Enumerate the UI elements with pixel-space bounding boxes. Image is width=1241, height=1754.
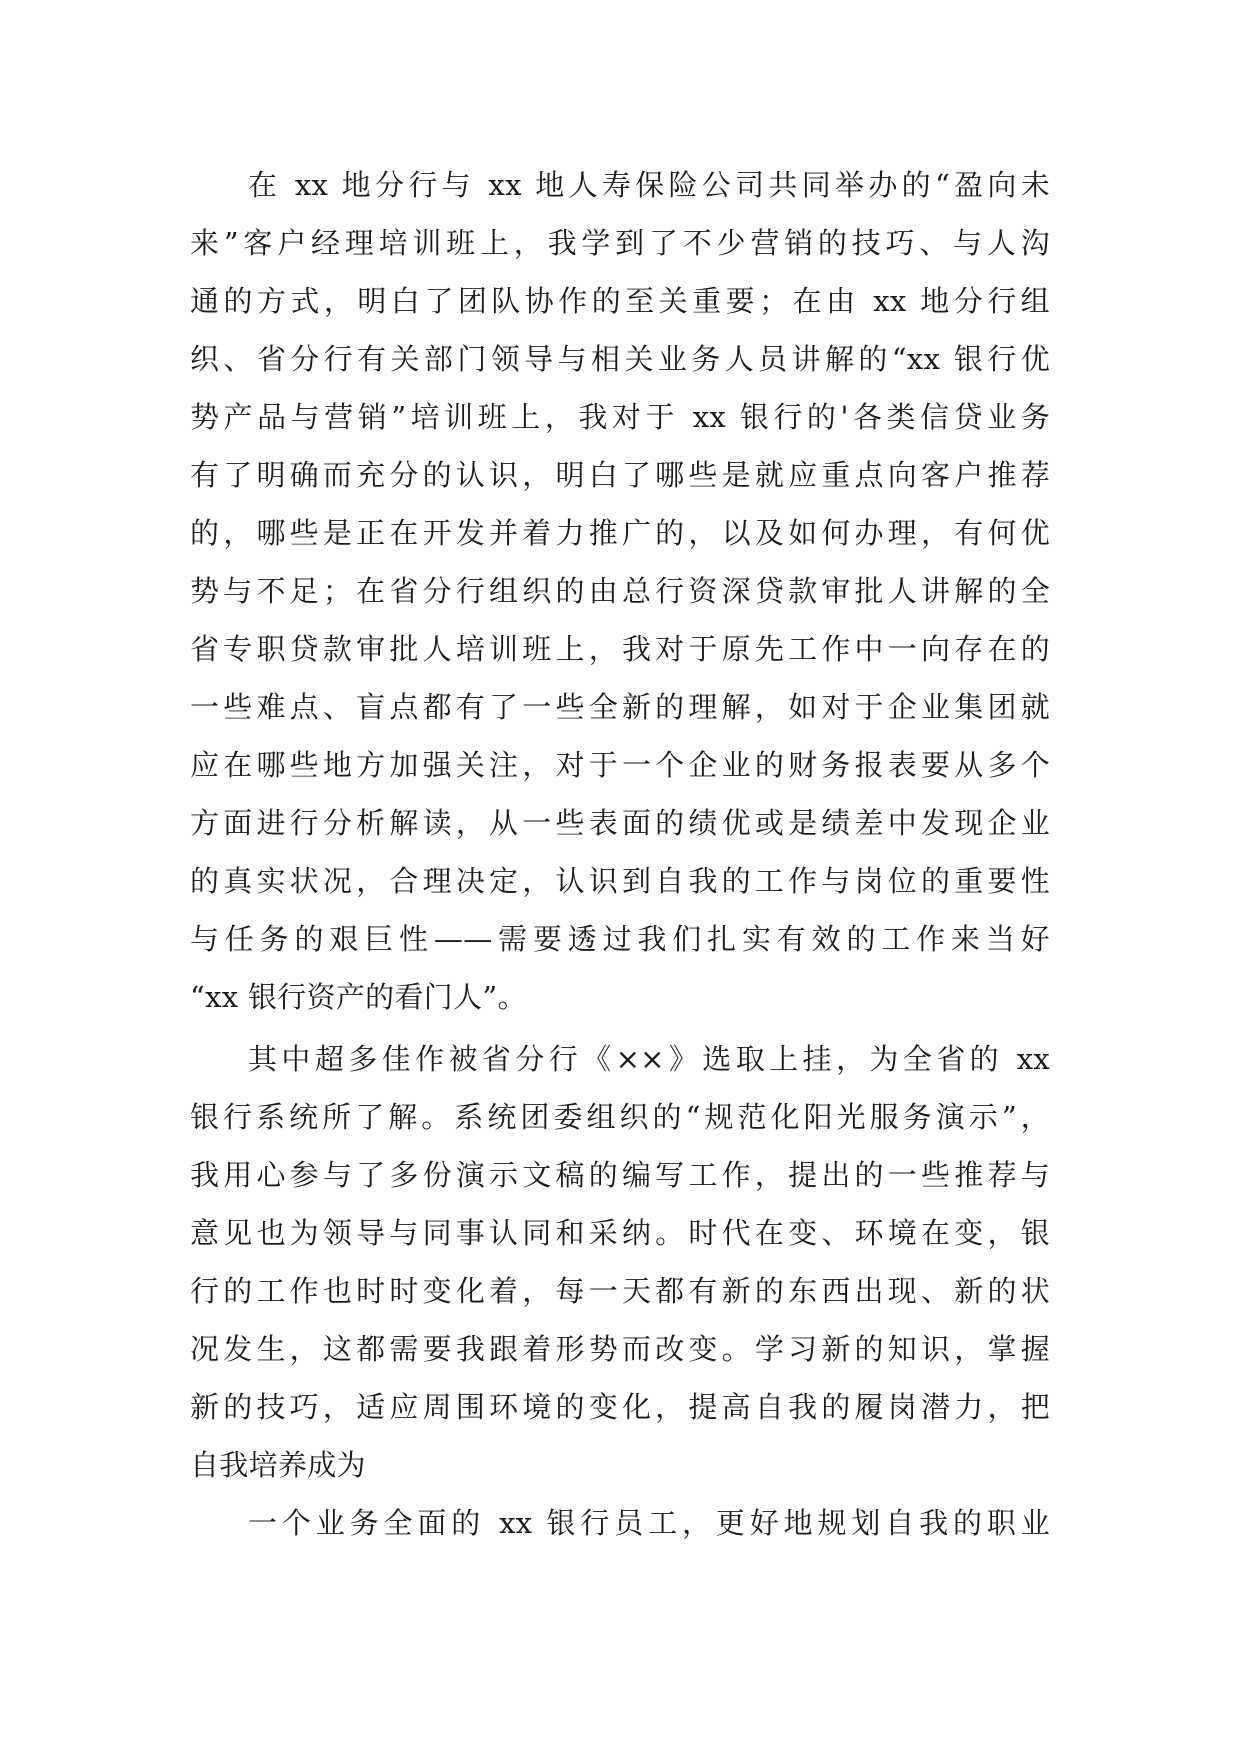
text-line: 况发生，这都需要我跟着形势而改变。学习新的知识，掌握	[190, 1332, 1050, 1366]
text-line: 银行系统所了解。系统团委组织的“规范化阳光服务演示”，	[190, 1100, 1050, 1134]
text-line: 通的方式，明白了团队协作的至关重要；在由 xx 地分行组	[190, 284, 1050, 318]
text-line: 其中超多佳作被省分行《××》选取上挂，为全省的 xx	[248, 1042, 1050, 1076]
text-line: 一个业务全面的 xx 银行员工，更好地规划自我的职业	[248, 1506, 1050, 1540]
text-line: 我用心参与了多份演示文稿的编写工作，提出的一些推荐与	[190, 1158, 1050, 1192]
text-line: 一些难点、盲点都有了一些全新的理解，如对于企业集团就	[190, 690, 1050, 724]
body-text	[190, 156, 1050, 1552]
paragraph-3	[190, 1494, 1050, 1552]
text-line: 与任务的艰巨性——需要透过我们扎实有效的工作来当好	[190, 922, 1050, 956]
text-line: 的真实状况，合理决定，认识到自我的工作与岗位的重要性	[190, 864, 1050, 898]
text-line: 在 xx 地分行与 xx 地人寿保险公司共同举办的“盈向未	[248, 168, 1050, 202]
text-line: 行的工作也时时变化着，每一天都有新的东西出现、新的状	[190, 1274, 1050, 1308]
text-line: 省专职贷款审批人培训班上，我对于原先工作中一向存在的	[190, 632, 1050, 666]
text-line: 应在哪些地方加强关注，对于一个企业的财务报表要从多个	[190, 748, 1050, 782]
text-line: 新的技巧，适应周围环境的变化，提高自我的履岗潜力，把	[190, 1390, 1050, 1424]
paragraph-1	[190, 156, 1050, 1026]
text-line: 势与不足；在省分行组织的由总行资深贷款审批人讲解的全	[190, 574, 1050, 608]
paragraph-2	[190, 1030, 1050, 1494]
text-line: 来”客户经理培训班上，我学到了不少营销的技巧、与人沟	[190, 226, 1050, 260]
text-line: 自我培养成为	[190, 1448, 366, 1482]
text-line: 有了明确而充分的认识，明白了哪些是就应重点向客户推荐	[190, 458, 1050, 492]
text-line: 的，哪些是正在开发并着力推广的，以及如何办理，有何优	[190, 516, 1050, 550]
text-line: 意见也为领导与同事认同和采纳。时代在变、环境在变，银	[190, 1216, 1050, 1250]
text-line: 势产品与营销”培训班上，我对于 xx 银行的'各类信贷业务	[190, 400, 1050, 434]
text-line: “xx 银行资产的看门人”。	[190, 980, 527, 1014]
text-line: 方面进行分析解读，从一些表面的绩优或是绩差中发现企业	[190, 806, 1050, 840]
text-line: 织、省分行有关部门领导与相关业务人员讲解的“xx 银行优	[190, 342, 1050, 376]
